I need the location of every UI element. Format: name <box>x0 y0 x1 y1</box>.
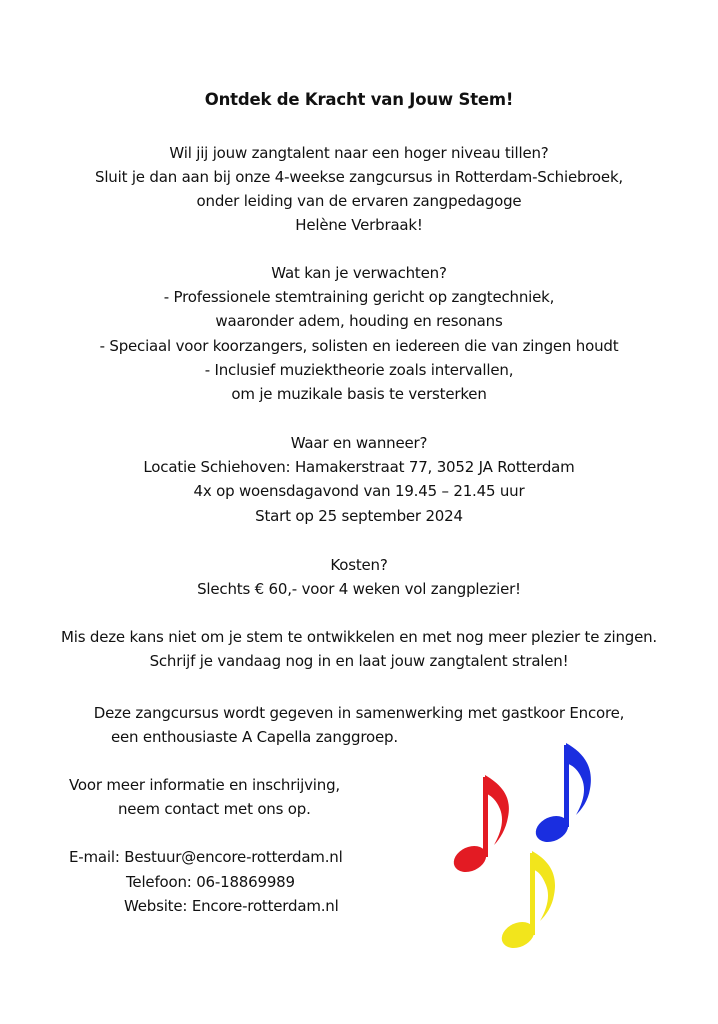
red-note-flag <box>485 775 509 845</box>
yellow-note-flag <box>532 851 555 921</box>
yellow-music-note-icon <box>498 851 555 953</box>
where-start: Start op 25 september 2024 <box>255 507 463 525</box>
expect-line-3: - Speciaal voor koorzangers, solisten en iedereen die van zingen houdt <box>99 337 619 355</box>
call-line-1: Mis deze kans niet om je stem te ontwikkelen en met nog meer plezier te zingen. <box>61 628 657 646</box>
expect-line-4: - Inclusief muziektheorie zoals intervallen, <box>204 361 514 379</box>
blue-music-note-icon <box>532 743 591 847</box>
intro-line-1: Wil jij jouw zangtalent naar een hoger niveau tillen? <box>169 144 549 162</box>
contact-email[interactable]: E-mail: Bestuur@encore-rotterdam.nl <box>69 848 343 866</box>
contact-website[interactable]: Website: Encore-rotterdam.nl <box>124 897 339 915</box>
costs-line: Slechts € 60,- voor 4 weken vol zangplezier! <box>197 580 521 598</box>
intro-line-4: Helène Verbraak! <box>295 216 423 234</box>
collab-line-2: een enthousiaste A Capella zanggroep. <box>111 728 398 746</box>
music-notes-illustration <box>440 735 610 965</box>
info-line-1: Voor meer informatie en inschrijving, <box>69 776 340 794</box>
info-line-2: neem contact met ons op. <box>118 800 311 818</box>
costs-heading: Kosten? <box>330 556 388 574</box>
blue-note-flag <box>566 743 591 815</box>
red-music-note-icon <box>450 775 509 877</box>
expect-line-2: waaronder adem, houding en resonans <box>215 312 503 330</box>
collab-line-1: Deze zangcursus wordt gegeven in samenwerking met gastkoor Encore, <box>93 704 625 722</box>
page-title: Ontdek de Kracht van Jouw Stem! <box>204 90 514 109</box>
intro-line-3: onder leiding van de ervaren zangpedagoge <box>196 192 522 210</box>
intro-line-2: Sluit je dan aan bij onze 4-weekse zangcursus in Rotterdam-Schiebroek, <box>95 168 623 186</box>
where-location: Locatie Schiehoven: Hamakerstraat 77, 3052 JA Rotterdam <box>143 458 575 476</box>
expect-line-1: - Professionele stemtraining gericht op zangtechniek, <box>163 288 555 306</box>
where-schedule: 4x op woensdagavond van 19.45 – 21.45 uur <box>193 482 525 500</box>
call-line-2: Schrijf je vandaag nog in en laat jouw zangtalent stralen! <box>149 652 569 670</box>
where-heading: Waar en wanneer? <box>290 434 428 452</box>
expect-heading: Wat kan je verwachten? <box>271 264 447 282</box>
expect-line-5: om je muzikale basis te versterken <box>231 385 487 403</box>
contact-phone[interactable]: Telefoon: 06-18869989 <box>126 873 295 891</box>
